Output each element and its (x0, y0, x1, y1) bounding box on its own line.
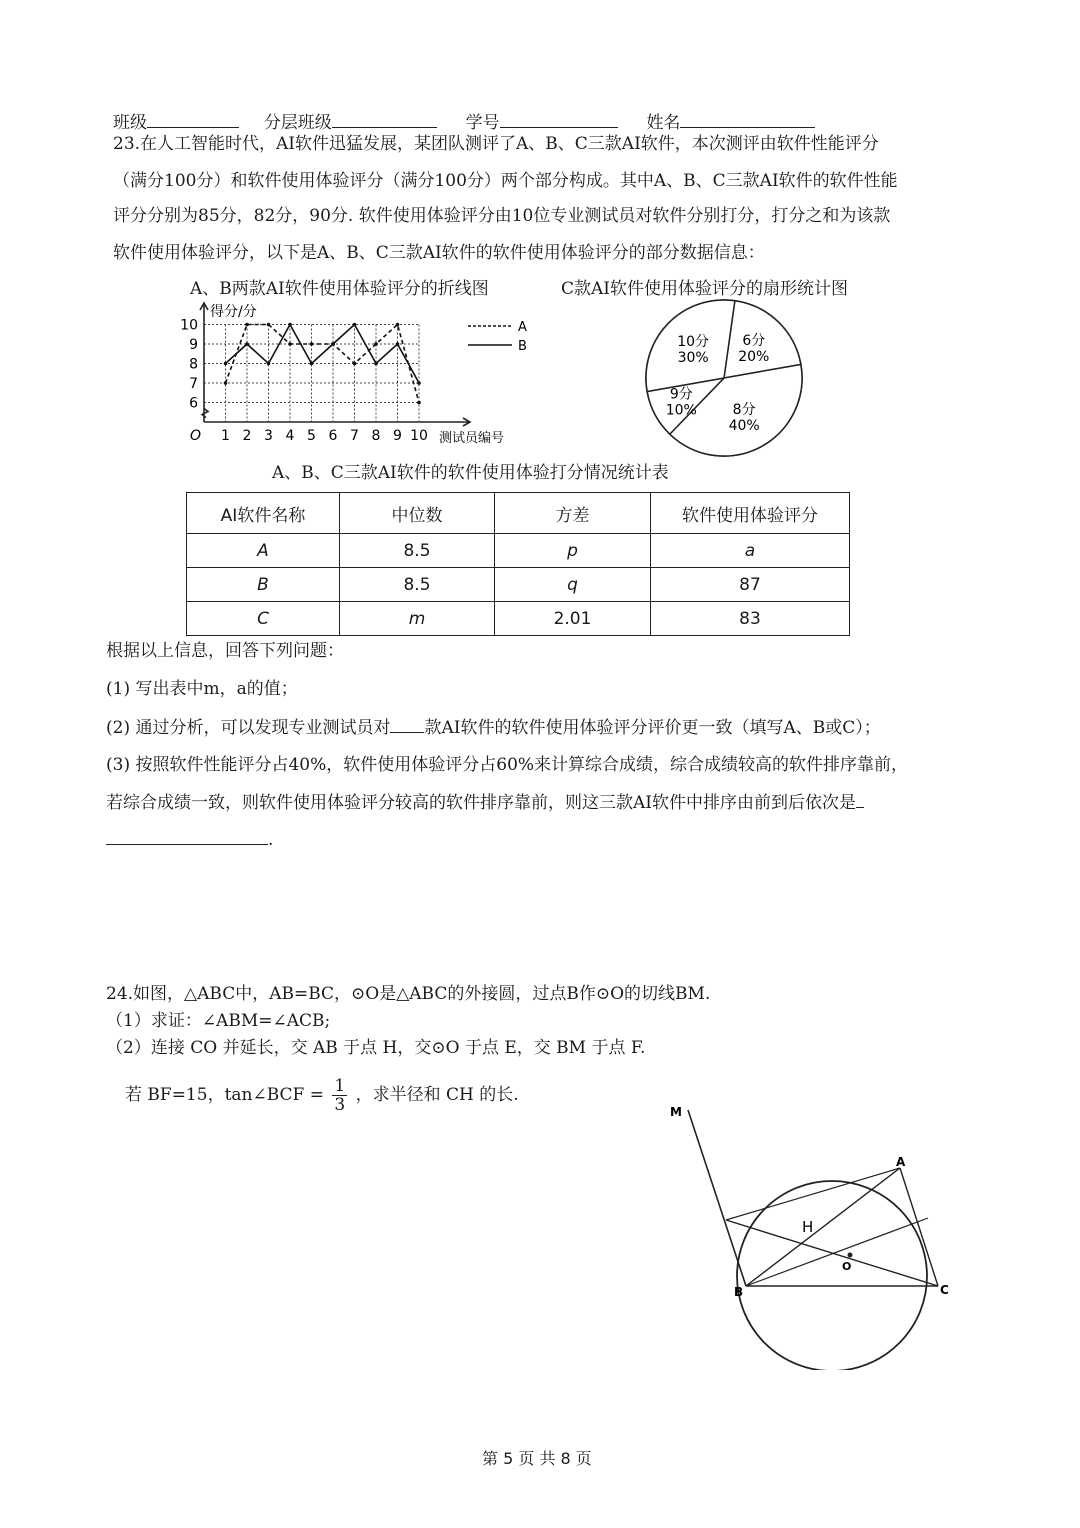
pie-slice-percent: 30% (677, 350, 709, 367)
label-o: O (842, 1260, 852, 1273)
x-tick-label: 6 (328, 428, 338, 444)
data-point-b (331, 342, 335, 346)
layer-class-label: 分层班级 (263, 113, 332, 133)
student-no-label: 学号 (465, 113, 500, 133)
stats-table (186, 492, 850, 636)
label-a: A (896, 1155, 906, 1169)
th-median: 中位数 (340, 493, 495, 534)
fraction-denominator: 3 (334, 1095, 346, 1115)
cell: 87 (651, 568, 850, 602)
part3-text: 若综合成绩一致，则软件使用体验评分较高的软件排序靠前，则这三款AI软件中排序由前到后依次是 (106, 793, 856, 813)
th-score: 软件使用体验评分 (651, 493, 850, 534)
tangent-line-bm (688, 1110, 746, 1286)
part2-text-after: 款AI软件的软件使用体验评分评价更一致（填写A、B或C）； (424, 718, 881, 738)
q23-part2 (106, 716, 881, 739)
q24-condition (125, 1077, 519, 1114)
table-row (187, 602, 850, 636)
data-point-b (288, 323, 292, 327)
cell: a (651, 534, 850, 568)
label-h: H (802, 1218, 814, 1236)
q23-line-4: 软件使用体验评分，以下是A、B、C三款AI软件的软件使用体验评分的部分数据信息： (113, 243, 765, 263)
data-point-a (417, 401, 421, 405)
part3-answer-blank[interactable] (106, 828, 268, 845)
pie-slice-percent: 20% (738, 349, 770, 366)
layer-class-blank[interactable] (332, 111, 437, 128)
th-variance: 方差 (495, 493, 651, 534)
x-tick-label: 9 (393, 428, 402, 444)
q24-line1: 24.如图，△ABC中，AB=BC，⊙O是△ABC的外接圆，过点B作⊙O的切线BM. (106, 984, 711, 1004)
q23-intro: 根据以上信息，回答下列问题： (106, 641, 344, 661)
pie-chart-title: C款AI软件使用体验评分的扇形统计图 (561, 279, 848, 299)
origin-label: O (190, 428, 202, 444)
q23-part3-answer (106, 828, 273, 851)
pie-slice-percent: 40% (728, 417, 760, 434)
pie-slice-label: 9分 (669, 386, 693, 403)
data-point-a (374, 342, 378, 346)
pie-chart (638, 298, 810, 460)
cell: B (187, 568, 340, 602)
q23-line-2: （满分100分）和软件使用体验评分（满分100分）两个部分构成。其中A、B、C三款AI软件的软件性能 (113, 171, 898, 191)
cell: A (187, 534, 340, 568)
segment-ac (900, 1168, 938, 1286)
part3-end: . (268, 830, 274, 850)
table-header-row (187, 493, 850, 534)
data-point-a (288, 342, 292, 346)
data-point-a (245, 323, 249, 327)
q23-part3-line2 (106, 791, 864, 814)
series-line-b (226, 325, 420, 384)
fraction (332, 1077, 347, 1114)
data-point-a (267, 323, 271, 327)
part2-text-before: (2) 通过分析，可以发现专业测试员对 (106, 718, 391, 738)
cell: m (340, 602, 495, 636)
x-tick-label: 1 (221, 428, 230, 444)
line-chart-title: A、B两款AI软件使用体验评分的折线图 (190, 279, 489, 299)
th-name: AI软件名称 (187, 493, 340, 534)
pie-slice-label: 8分 (732, 401, 756, 418)
circumcircle (737, 1181, 927, 1370)
y-tick-label: 8 (189, 356, 198, 373)
x-tick-label: 4 (285, 428, 295, 444)
segment-ba (746, 1168, 900, 1286)
page-footer: 第 5 页 共 8 页 (482, 1449, 592, 1468)
class-label: 班级 (113, 113, 147, 133)
y-tick-label: 10 (180, 317, 198, 334)
part2-answer-blank[interactable] (390, 716, 424, 733)
cond-before: 若 BF=15，tan∠BCF = (125, 1085, 324, 1105)
q23-part1: (1) 写出表中m，a的值； (106, 679, 298, 699)
cell: 8.5 (340, 534, 495, 568)
pie-slice-label: 10分 (677, 334, 710, 351)
center-point (848, 1253, 853, 1258)
q24-part1: （1）求证：∠ABM=∠ACB; (106, 1011, 331, 1031)
y-tick-label: 6 (189, 395, 198, 412)
segment-fe (726, 1168, 900, 1220)
name-label: 姓名 (646, 113, 681, 133)
cell: q (495, 568, 651, 602)
cell: C (187, 602, 340, 636)
table-title: A、B、C三款AI软件的软件使用体验打分情况统计表 (272, 463, 669, 483)
x-tick-label: 3 (264, 428, 273, 444)
y-tick-label: 7 (189, 376, 198, 392)
q24-part2: （2）连接 CO 并延长，交 AB 于点 H，交⊙O 于点 E，交 BM 于点 F. (106, 1038, 646, 1058)
data-point-a (224, 381, 228, 385)
legend-label-a: A (518, 320, 527, 335)
x-tick-label: 10 (410, 428, 428, 444)
fraction-numerator: 1 (334, 1076, 346, 1096)
y-axis-label: 得分/分 (210, 304, 257, 320)
data-point-b (374, 362, 378, 366)
label-c: C (940, 1283, 949, 1297)
x-tick-label: 2 (242, 428, 252, 444)
x-tick-label: 5 (307, 428, 316, 444)
data-point-a (353, 362, 357, 366)
data-point-b (245, 342, 249, 346)
y-tick-label: 9 (189, 337, 198, 353)
cell: 2.01 (495, 602, 651, 636)
class-blank[interactable] (147, 111, 239, 128)
x-tick-label: 8 (371, 428, 381, 444)
legend-label-b: B (518, 339, 527, 354)
q23-line-1: 23.在人工智能时代，AI软件迅猛发展，某团队测评了A、B、C三款AI软件，本次测评由软件性能评分 (113, 134, 879, 154)
label-m: M (670, 1105, 682, 1119)
data-point-a (396, 323, 400, 327)
table-row (187, 534, 850, 568)
q23-part3-line1: (3) 按照软件性能评分占40%，软件使用体验评分占60%来计算综合成绩，综合成绩较高的软件排序靠前， (106, 755, 909, 775)
data-point-b (417, 381, 421, 385)
cell: p (495, 534, 651, 568)
data-point-b (396, 342, 400, 346)
axis-break (202, 409, 208, 418)
x-axis-label: 测试员编号 (439, 431, 505, 446)
data-point-b (310, 362, 314, 366)
pie-slice-label: 6分 (742, 333, 766, 350)
data-point-b (353, 323, 357, 327)
cond-after: ，求半径和 CH 的长. (355, 1085, 519, 1105)
header-fields (113, 111, 815, 134)
q23-line-3: 评分分别为85分，82分，90分. 软件使用体验评分由10位专业测试员对软件分别打分，打分之和为该款 (113, 206, 891, 226)
data-point-b (224, 362, 228, 366)
label-b: B (734, 1285, 744, 1299)
name-blank[interactable] (680, 111, 815, 128)
table-row (187, 568, 850, 602)
pie-slice-percent: 10% (665, 402, 697, 419)
student-no-blank[interactable] (500, 111, 618, 128)
line-chart (180, 300, 540, 450)
cell: 8.5 (340, 568, 495, 602)
data-point-a (310, 342, 314, 346)
geometry-figure (660, 1100, 960, 1370)
cell: 83 (651, 602, 850, 636)
segment-bo (746, 1218, 928, 1286)
x-tick-label: 7 (350, 428, 359, 444)
part3-blank-tail[interactable] (856, 791, 864, 808)
data-point-b (267, 362, 271, 366)
